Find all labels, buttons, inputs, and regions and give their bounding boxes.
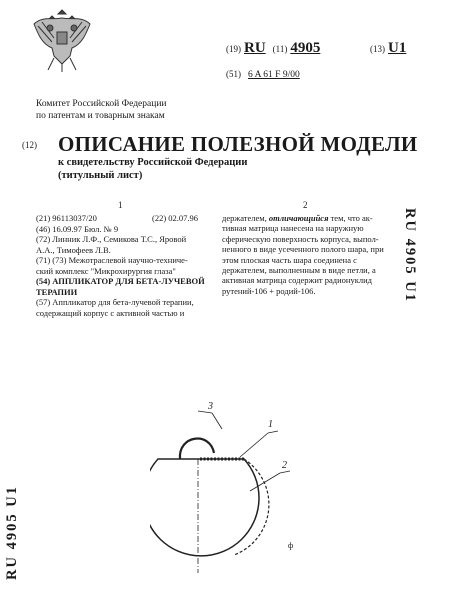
kind-code: U1 (388, 40, 407, 56)
field-22: (22) 02.07.96 (152, 213, 199, 223)
code-11: (11) (272, 44, 288, 54)
field-71-a: (71) (73) Межотраслевой научно-техниче- (36, 255, 188, 265)
code-51: (51) (226, 69, 241, 79)
claim-line-2: тивная матрица нанесена на наружную (222, 223, 364, 234)
country-code: RU (244, 40, 266, 56)
bibliographic-column (36, 213, 216, 318)
stray-mark: ф (288, 541, 294, 550)
committee-block (36, 98, 166, 122)
claim-keyword: отличающийся (268, 213, 329, 223)
header-line (226, 40, 320, 57)
claim-column (222, 213, 394, 296)
claim-text-2: тем, что ак- (330, 213, 373, 223)
column-1-number: 1 (118, 200, 123, 210)
description-title: ОПИСАНИЕ ПОЛЕЗНОЙ МОДЕЛИ (58, 132, 418, 156)
claim-line-7: активная матрица содержит радионуклид (222, 275, 372, 286)
claim-line-1 (222, 213, 394, 223)
description-subtitle (58, 156, 247, 182)
field-21-22 (36, 213, 216, 224)
field-46: (46) 16.09.97 Бюл. № 9 (36, 223, 119, 234)
claim-line-3: сферическую поверхность корпуса, выпол- (222, 233, 379, 244)
ipc-class: 6 A 61 F 9/00 (248, 70, 300, 80)
field-57-b: содержащий корпус с активной частью и (36, 307, 185, 318)
subtitle-line-1: к свидетельству Российской Федерации (58, 157, 248, 168)
description-code: (12) (22, 140, 37, 150)
applicator-drawing (150, 395, 330, 585)
patent-number: 4905 (290, 40, 321, 56)
field-72-b: А.А., Тимофеев Л.В. (36, 244, 111, 255)
label-2: 2 (282, 460, 287, 471)
field-54-a: (54) АППЛИКАТОР ДЛЯ БЕТА-ЛУЧЕВОЙ (36, 276, 205, 286)
field-57-a: (57) Аппликатор для бета-лучевой терапии, (36, 297, 194, 307)
label-1: 1 (268, 419, 273, 430)
claim-text-1: держателем, (222, 213, 267, 223)
committee-line-1: Комитет Российской Федерации (36, 99, 167, 109)
label-3: 3 (208, 401, 213, 412)
russian-emblem-icon (30, 6, 94, 76)
sphere-outer (150, 459, 259, 556)
committee-line-2: по патентам и товарным знакам (36, 111, 165, 121)
kind-line (370, 40, 406, 57)
field-54-b: ТЕРАПИИ (36, 286, 78, 297)
holder-loop (180, 439, 214, 459)
claim-line-6: держателем, выполненным в виде петли, а (222, 265, 376, 276)
field-71-b: ский комплекс "Микрохирургия глаза" (36, 265, 176, 276)
field-21: (21) 96113037/20 (36, 213, 97, 223)
ipc-line (226, 66, 300, 81)
column-2-number: 2 (303, 200, 308, 210)
side-code-left: RU 4905 U1 (4, 485, 20, 580)
claim-line-4: ненного в виде усеченного полого шара, при (222, 244, 384, 255)
claim-line-8: рутений-106 + родий-106. (222, 285, 316, 296)
code-19: (19) (226, 44, 241, 54)
field-72-a: (72) Линник Л.Ф., Семикова Т.С., Яровой (36, 234, 187, 244)
code-13: (13) (370, 44, 385, 54)
claim-line-5: этом плоская часть шара соединена с (222, 254, 357, 265)
subtitle-line-2: (титульный лист) (58, 170, 143, 181)
side-code-right: RU 4905 U1 (402, 208, 418, 303)
